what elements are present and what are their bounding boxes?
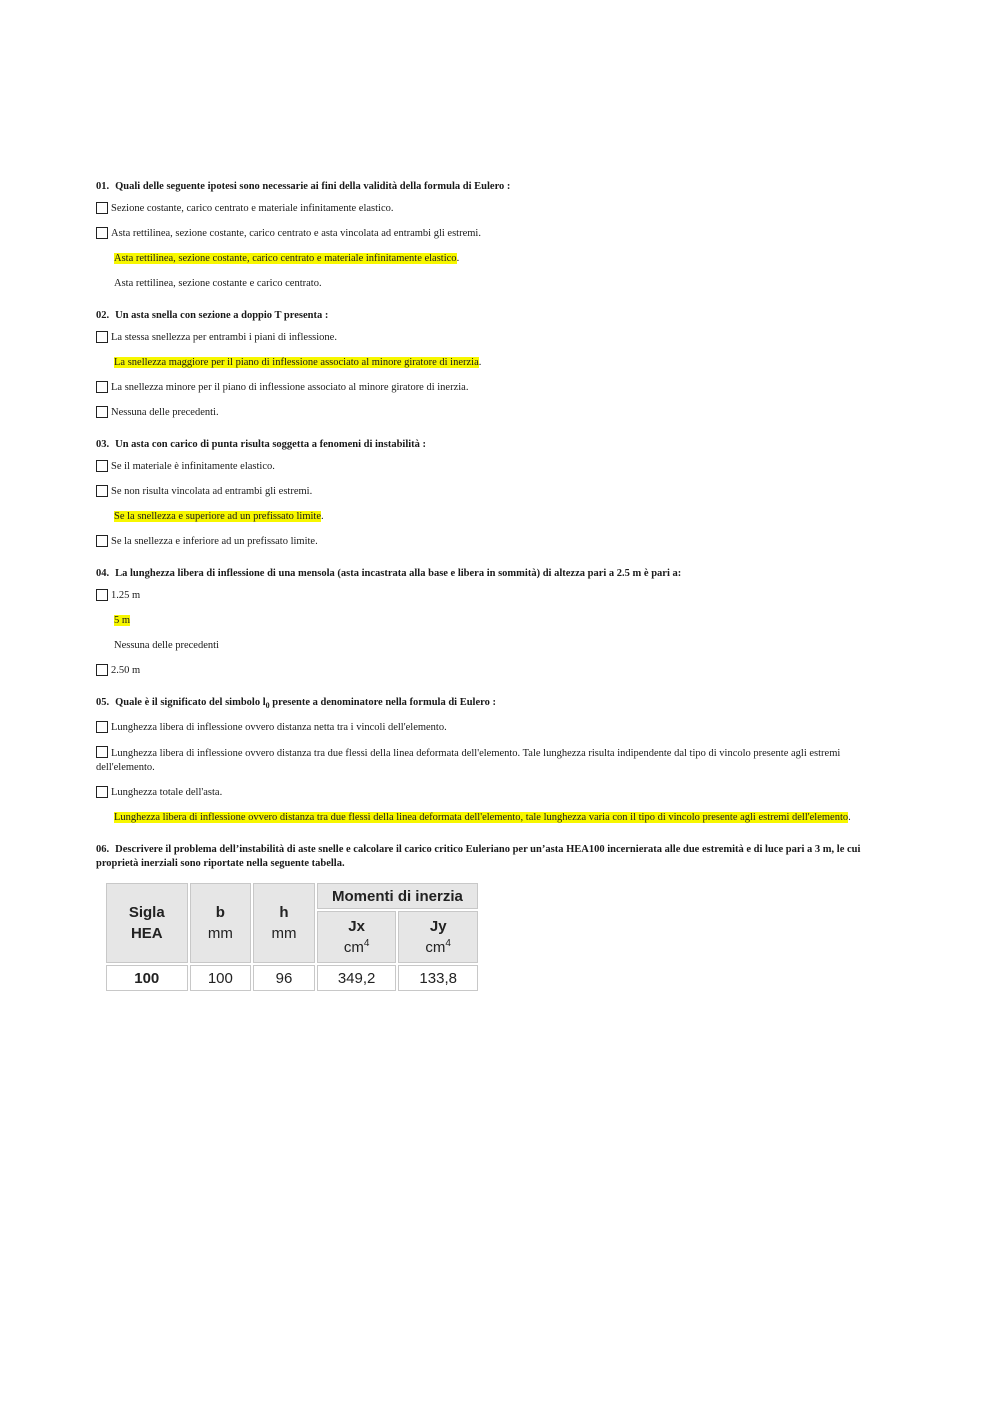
answer-option[interactable]: Se non risulta vincolata ad entrambi gli estremi. bbox=[96, 485, 896, 499]
table-cell: 100 bbox=[106, 965, 188, 991]
highlighted-answer: La snellezza maggiore per il piano di inflessione associato al minore giratore di inerzia bbox=[114, 357, 479, 368]
question-3 bbox=[96, 438, 896, 549]
question-title: 05. Quale è il significato del simbolo $l_0$ presente a denominatore nella formula di Eulero : bbox=[96, 697, 496, 711]
col-header-jy: Jy $cm^4$ bbox=[398, 911, 478, 963]
col-header-h: h mm bbox=[253, 883, 315, 963]
checkbox[interactable] bbox=[96, 331, 108, 343]
quiz-content bbox=[96, 180, 896, 1011]
hea-properties-table-wrap bbox=[104, 881, 480, 993]
question-title: 01. Quali delle seguente ipotesi sono necessarie ai fini della validità della formula di Eulero : bbox=[96, 181, 511, 192]
hea-properties-table bbox=[104, 881, 480, 993]
question-5 bbox=[96, 696, 896, 825]
checkbox[interactable] bbox=[96, 227, 108, 239]
col-header-sigla: Sigla HEA bbox=[106, 883, 188, 963]
group-header-momenti: Momenti di inerzia bbox=[317, 883, 478, 909]
answer-option: Asta rettilinea, sezione costante e carico centrato. bbox=[114, 278, 322, 289]
question-title: 06. Descrivere il problema dell’instabilità di aste snelle e calcolare il carico critico Euleriano per un’asta HEA100 incernierata alle due estremità e di luce pari a 3 m, le cui proprietà inerziali sono riportate nella seguente tabella. bbox=[96, 844, 861, 870]
answer-option-correct: Lunghezza libera di inflessione ovvero distanza tra due flessi della linea deformata dell'elemento, tale lunghezza varia con il tipo di vincolo presente agli estremi dell'elemento. bbox=[114, 812, 851, 824]
checkbox[interactable] bbox=[96, 381, 108, 393]
checkbox[interactable] bbox=[96, 589, 108, 601]
highlighted-answer: Asta rettilinea, sezione costante, carico centrato e materiale infinitamente elastico bbox=[114, 253, 457, 264]
question-6 bbox=[96, 843, 896, 993]
table-cell: 349,2 bbox=[317, 965, 397, 991]
answer-option[interactable]: Lunghezza libera di inflessione ovvero distanza tra due flessi della linea deformata dell'elemento. Tale lunghezza risulta indipendente dal tipo di vincolo presente agli estremi dell'elemento. bbox=[96, 748, 841, 774]
checkbox[interactable] bbox=[96, 786, 108, 798]
answer-option-correct: Asta rettilinea, sezione costante, carico centrato e materiale infinitamente elastico. bbox=[114, 253, 460, 264]
question-2 bbox=[96, 309, 896, 420]
answer-option-correct: Se la snellezza e superiore ad un prefissato limite. bbox=[114, 511, 324, 522]
answer-option[interactable]: Nessuna delle precedenti. bbox=[96, 406, 896, 420]
answer-option[interactable]: 2.50 m bbox=[96, 664, 896, 678]
highlighted-answer: Se la snellezza e superiore ad un prefissato limite bbox=[114, 511, 322, 522]
answer-option[interactable]: Sezione costante, carico centrato e materiale infinitamente elastico. bbox=[96, 202, 896, 216]
highlighted-answer: Lunghezza libera di inflessione ovvero distanza tra due flessi della linea deformata dell'elemento, tale lunghezza varia con il tipo di vincolo presente agli estremi dell'elemento bbox=[114, 812, 849, 824]
checkbox[interactable] bbox=[96, 535, 108, 547]
answer-option[interactable]: Asta rettilinea, sezione costante, carico centrato e asta vincolata ad entrambi gli estremi. bbox=[96, 227, 896, 241]
checkbox[interactable] bbox=[96, 721, 108, 733]
answer-option[interactable]: La stessa snellezza per entrambi i piani di inflessione. bbox=[96, 331, 896, 345]
checkbox[interactable] bbox=[96, 485, 108, 497]
table-cell: 100 bbox=[190, 965, 252, 991]
answer-option[interactable]: Lunghezza libera di inflessione ovvero distanza netta tra i vincoli dell'elemento. bbox=[96, 721, 896, 735]
table-row bbox=[106, 965, 478, 991]
answer-option-correct bbox=[96, 614, 896, 628]
question-title: 04. La lunghezza libera di inflessione di una mensola (asta incastrata alla base e libera in sommità) di altezza pari a 2.5 m è pari a: bbox=[96, 568, 682, 579]
table-cell: 133,8 bbox=[398, 965, 478, 991]
answer-option: Nessuna delle precedenti bbox=[114, 640, 219, 651]
answer-option[interactable]: 1.25 m bbox=[96, 589, 896, 603]
checkbox[interactable] bbox=[96, 746, 108, 758]
answer-option-correct: La snellezza maggiore per il piano di inflessione associato al minore giratore di inerzia. bbox=[114, 357, 482, 368]
answer-option[interactable]: Lunghezza totale dell'asta. bbox=[96, 786, 896, 800]
checkbox[interactable] bbox=[96, 664, 108, 676]
table-cell: 96 bbox=[253, 965, 315, 991]
question-title: 02. Un asta snella con sezione a doppio T presenta : bbox=[96, 310, 329, 321]
answer-option[interactable]: Se il materiale è infinitamente elastico. bbox=[96, 460, 896, 474]
checkbox[interactable] bbox=[96, 202, 108, 214]
question-1 bbox=[96, 180, 896, 291]
question-4 bbox=[96, 567, 896, 678]
col-header-jx: Jx $cm^4$ bbox=[317, 911, 397, 963]
question-title: 03. Un asta con carico di punta risulta soggetta a fenomeni di instabilità : bbox=[96, 439, 427, 450]
col-header-b: b mm bbox=[190, 883, 252, 963]
highlighted-answer: 5 m bbox=[114, 615, 131, 626]
checkbox[interactable] bbox=[96, 460, 108, 472]
checkbox[interactable] bbox=[96, 406, 108, 418]
answer-option[interactable]: La snellezza minore per il piano di inflessione associato al minore giratore di inerzia. bbox=[96, 381, 896, 395]
answer-option[interactable]: Se la snellezza e inferiore ad un prefissato limite. bbox=[96, 535, 896, 549]
